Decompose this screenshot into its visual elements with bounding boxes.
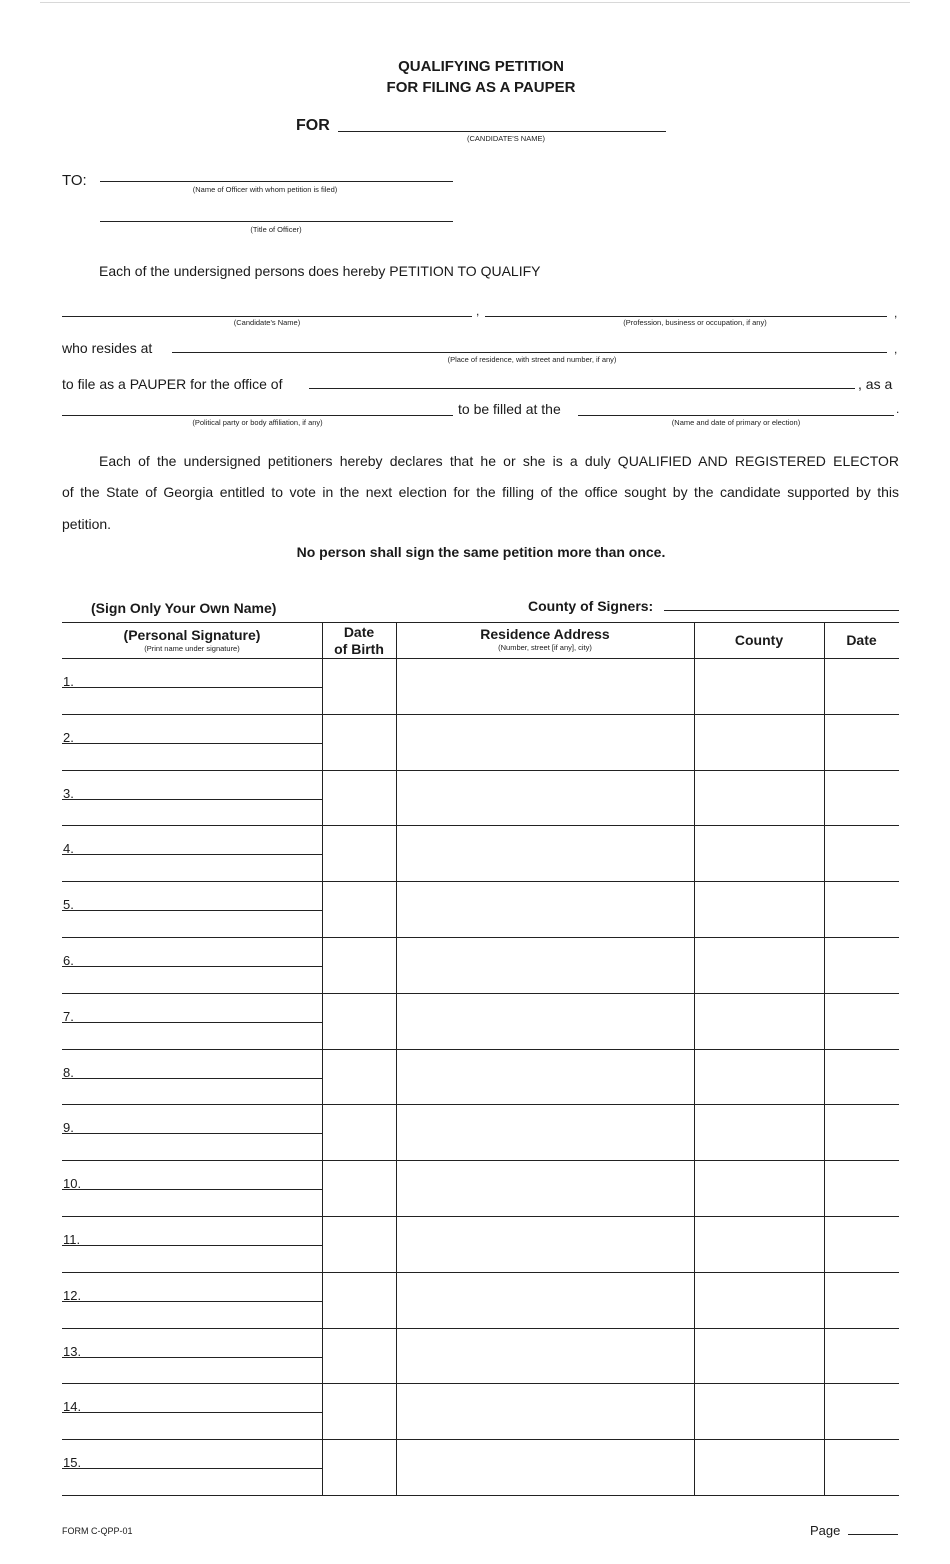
- page-top-edge: [40, 2, 910, 3]
- header-county: County: [734, 632, 784, 648]
- table-row: [62, 1495, 899, 1496]
- declaration-line-3: petition.: [62, 516, 112, 532]
- period-mark: .: [896, 402, 900, 416]
- header-signature-sub: (Print name under signature): [144, 644, 240, 653]
- row-number: 4.: [63, 841, 74, 857]
- profession-line[interactable]: [485, 316, 887, 317]
- table-row: [62, 881, 899, 882]
- row-number: 10.: [63, 1176, 82, 1192]
- signature-line[interactable]: [62, 799, 322, 800]
- table-row: [62, 1049, 899, 1050]
- column-divider: [322, 622, 323, 1495]
- profession-caption: (Profession, business or occupation, if any): [623, 318, 767, 327]
- form-title-line1: QUALIFYING PETITION: [398, 58, 564, 75]
- comma-mark: ,: [476, 304, 480, 318]
- candidate-name-fill-caption: (Candidate's Name): [233, 318, 301, 327]
- row-number: 2.: [63, 729, 74, 745]
- signature-line[interactable]: [62, 1357, 322, 1358]
- column-divider: [824, 622, 825, 1495]
- row-number: 13.: [63, 1343, 82, 1359]
- page-label: Page: [810, 1523, 841, 1538]
- row-number: 1.: [63, 674, 74, 689]
- election-line[interactable]: [578, 415, 894, 416]
- table-row: [62, 1328, 899, 1329]
- table-row: [62, 1383, 899, 1384]
- header-address-sub: (Number, street [if any], city): [498, 643, 592, 652]
- residence-line[interactable]: [172, 352, 887, 353]
- file-as-pauper-label: to file as a PAUPER for the office of: [62, 376, 283, 392]
- row-number: 15.: [63, 1455, 82, 1471]
- table-row: [62, 825, 899, 826]
- signature-line[interactable]: [62, 854, 322, 855]
- candidate-name-line[interactable]: [338, 131, 666, 132]
- officer-name-caption: (Name of Officer with whom petition is filed): [192, 185, 338, 194]
- warning-text: No person shall sign the same petition more than once.: [296, 544, 666, 560]
- signature-line[interactable]: [62, 1133, 322, 1134]
- row-number: 7.: [63, 1008, 74, 1024]
- form-id: FORM C-QPP-01: [62, 1526, 133, 1536]
- header-dob-line1: Date: [343, 624, 375, 640]
- row-number: 11.: [63, 1232, 81, 1247]
- table-row: [62, 993, 899, 994]
- county-of-signers-line[interactable]: [664, 610, 899, 611]
- declaration-line-2: [62, 484, 899, 500]
- party-line[interactable]: [62, 415, 453, 416]
- comma-mark: ,: [894, 306, 898, 320]
- signature-line[interactable]: [62, 1412, 322, 1413]
- column-divider: [694, 622, 695, 1495]
- page-number-line[interactable]: [848, 1534, 898, 1535]
- header-signature: [62, 627, 322, 654]
- table-row: [62, 1160, 899, 1161]
- row-number: 6.: [63, 953, 74, 968]
- table-row: [62, 714, 899, 715]
- election-caption: (Name and date of primary or election): [671, 418, 801, 427]
- to-be-filled-label: to be filled at the: [458, 401, 561, 417]
- candidate-name-fill-line[interactable]: [62, 316, 472, 317]
- signature-line[interactable]: [62, 966, 322, 967]
- declaration-line-1: [99, 453, 899, 469]
- row-number: 3.: [63, 785, 74, 801]
- header-date-of-birth: [322, 624, 396, 658]
- party-caption: (Political party or body affiliation, if any): [192, 418, 323, 427]
- row-number: 9.: [63, 1120, 74, 1136]
- table-row: [62, 770, 899, 771]
- table-top-rule: [62, 622, 899, 623]
- table-row: [62, 1216, 899, 1217]
- who-resides-label: who resides at: [62, 340, 153, 356]
- petition-intro-text: Each of the undersigned persons does hereby PETITION TO QUALIFY: [99, 263, 541, 279]
- sign-own-name-label: (Sign Only Your Own Name): [91, 600, 277, 616]
- table-row: [62, 1272, 899, 1273]
- declaration-text: of the State of Georgia entitled to vote in the next election for the filling of the office sought by the candidate supported by this: [62, 484, 899, 500]
- header-residence-address: [396, 626, 694, 653]
- signature-line[interactable]: [62, 1078, 322, 1079]
- county-of-signers-label: County of Signers:: [528, 598, 654, 614]
- signature-line[interactable]: [62, 743, 322, 744]
- table-header-rule: [62, 658, 899, 659]
- header-dob-line2: of Birth: [334, 641, 384, 657]
- row-number: 12.: [63, 1287, 82, 1303]
- table-row: [62, 937, 899, 938]
- for-label: FOR: [296, 117, 330, 134]
- signature-line[interactable]: [62, 1468, 322, 1469]
- signature-line[interactable]: [62, 1189, 322, 1190]
- residence-caption: (Place of residence, with street and number, if any): [447, 355, 617, 364]
- signature-line[interactable]: [62, 1245, 322, 1246]
- to-label: TO:: [62, 172, 87, 189]
- signature-line[interactable]: [62, 1022, 322, 1023]
- header-signature-label: (Personal Signature): [123, 627, 261, 643]
- row-number: 5.: [63, 897, 74, 913]
- officer-name-line[interactable]: [100, 181, 453, 182]
- comma-mark: ,: [894, 342, 898, 356]
- row-number: 8.: [63, 1064, 74, 1080]
- signature-line[interactable]: [62, 1301, 322, 1302]
- table-row: [62, 1439, 899, 1440]
- row-number: 14.: [63, 1399, 82, 1415]
- column-divider: [396, 622, 397, 1495]
- as-a-label: , as a: [858, 376, 893, 392]
- signature-line[interactable]: [62, 687, 322, 688]
- table-row: [62, 1104, 899, 1105]
- declaration-text: Each of the undersigned petitioners hereby declares that he or she is a duly QUALIFIED AND REGISTERED ELECTOR: [99, 453, 899, 469]
- office-line[interactable]: [309, 388, 855, 389]
- header-date: Date: [846, 632, 877, 648]
- header-address-label: Residence Address: [480, 626, 610, 642]
- officer-title-caption: (Title of Officer): [250, 225, 302, 234]
- signature-line[interactable]: [62, 910, 322, 911]
- officer-title-line[interactable]: [100, 221, 453, 222]
- candidate-name-caption: (CANDIDATE'S NAME): [467, 134, 545, 143]
- form-title-line2: FOR FILING AS A PAUPER: [386, 79, 576, 96]
